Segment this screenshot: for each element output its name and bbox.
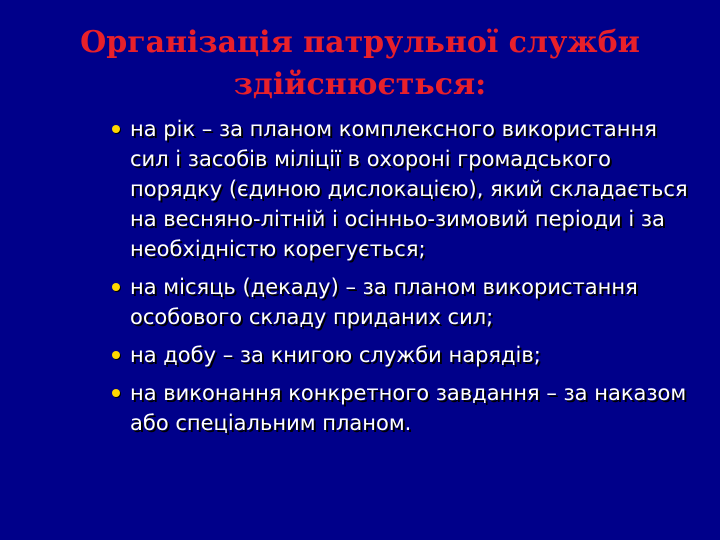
bullet-dot-icon <box>112 351 120 359</box>
bullet-dot-icon <box>112 125 120 133</box>
bullet-item-daily <box>112 340 692 370</box>
bullet-dot-icon <box>112 283 120 291</box>
slide-title-line-2: здійснюється: <box>233 67 487 102</box>
bullet-text: на місяць (декаду) – за планом використання особового складу приданих сил; <box>130 275 638 329</box>
bullet-text: на добу – за книгою служби нарядів; <box>130 343 541 367</box>
slide-title <box>60 22 660 106</box>
bullet-list <box>112 114 692 446</box>
bullet-text: на виконання конкретного завдання – за наказом або спеціальним планом. <box>130 381 687 435</box>
bullet-item-yearly <box>112 114 692 264</box>
bullet-text: на рік – за планом комплексного використання сил і засобів міліції в охороні громадського порядку (єдиною дислокацією), який складається на весняно-літній і осінньо-зимовий періоди і за необхідністю корегується; <box>130 117 688 261</box>
bullet-item-monthly <box>112 272 692 332</box>
bullet-item-specific-task <box>112 378 692 438</box>
slide-title-line-1: Організація патрульної служби <box>80 25 640 60</box>
bullet-dot-icon <box>112 389 120 397</box>
